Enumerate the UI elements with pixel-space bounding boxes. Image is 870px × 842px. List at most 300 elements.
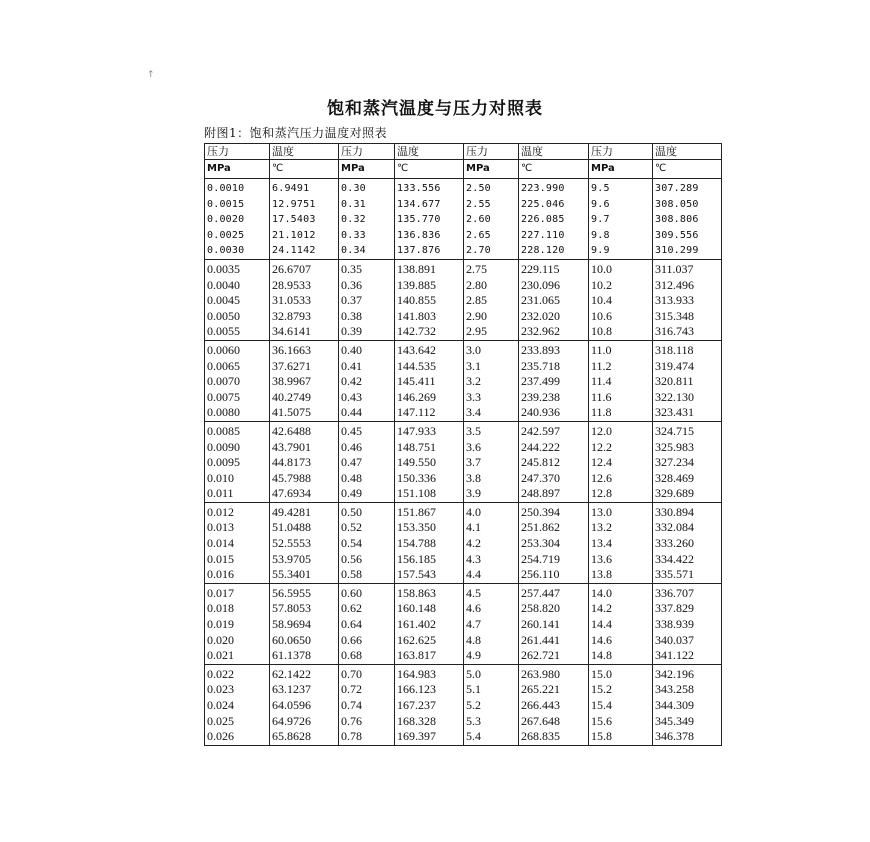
- pressure-cell: 12.2: [589, 440, 653, 456]
- table-row: [205, 648, 722, 664]
- table-row: [205, 390, 722, 406]
- pressure-cell: 0.023: [205, 682, 270, 698]
- temperature-cell: 47.6934: [270, 486, 339, 502]
- temperature-cell: 56.5955: [270, 583, 339, 601]
- pressure-cell: 13.8: [589, 567, 653, 583]
- table-row: [205, 405, 722, 421]
- pressure-cell: 0.35: [339, 259, 395, 277]
- temperature-cell: 53.9705: [270, 552, 339, 568]
- pressure-cell: 0.52: [339, 520, 395, 536]
- pressure-cell: 0.0015: [205, 197, 270, 213]
- temperature-cell: 149.550: [395, 455, 464, 471]
- pressure-cell: 15.2: [589, 682, 653, 698]
- pressure-cell: 14.0: [589, 583, 653, 601]
- temperature-cell: 229.115: [519, 259, 589, 277]
- pressure-cell: 4.4: [464, 567, 519, 583]
- table-caption: 附图1：饱和蒸汽压力温度对照表: [204, 126, 388, 140]
- pressure-cell: 12.4: [589, 455, 653, 471]
- pressure-cell: 0.016: [205, 567, 270, 583]
- pressure-cell: 15.0: [589, 664, 653, 682]
- pressure-cell: 3.0: [464, 340, 519, 358]
- temperature-cell: 324.715: [653, 421, 722, 439]
- temperature-cell: 311.037: [653, 259, 722, 277]
- temperature-cell: 242.597: [519, 421, 589, 439]
- temperature-cell: 261.441: [519, 633, 589, 649]
- temperature-cell: 17.5403: [270, 212, 339, 228]
- header-pressure: 压力: [205, 144, 270, 160]
- table-row: [205, 552, 722, 568]
- pressure-cell: 15.8: [589, 729, 653, 745]
- pressure-cell: 4.6: [464, 601, 519, 617]
- pressure-cell: 0.45: [339, 421, 395, 439]
- pressure-cell: 0.37: [339, 293, 395, 309]
- pressure-cell: 13.0: [589, 502, 653, 520]
- temperature-cell: 150.336: [395, 471, 464, 487]
- pressure-cell: 15.6: [589, 714, 653, 730]
- temperature-cell: 136.836: [395, 228, 464, 244]
- row-group: [205, 583, 722, 664]
- pressure-cell: 3.2: [464, 374, 519, 390]
- temperature-cell: 235.718: [519, 359, 589, 375]
- temperature-cell: 256.110: [519, 567, 589, 583]
- pressure-cell: 0.38: [339, 309, 395, 325]
- temperature-cell: 12.9751: [270, 197, 339, 213]
- temperature-cell: 26.6707: [270, 259, 339, 277]
- pressure-cell: 0.76: [339, 714, 395, 730]
- temperature-cell: 167.237: [395, 698, 464, 714]
- temperature-cell: 227.110: [519, 228, 589, 244]
- table-row: [205, 502, 722, 520]
- pressure-cell: 0.54: [339, 536, 395, 552]
- temperature-cell: 309.556: [653, 228, 722, 244]
- header-temperature: 温度: [270, 144, 339, 160]
- header-label-row: [205, 144, 722, 160]
- table-row: [205, 212, 722, 228]
- temperature-cell: 65.8628: [270, 729, 339, 745]
- row-group: [205, 664, 722, 745]
- temperature-cell: 146.269: [395, 390, 464, 406]
- temperature-cell: 254.719: [519, 552, 589, 568]
- temperature-cell: 143.642: [395, 340, 464, 358]
- pressure-cell: 15.4: [589, 698, 653, 714]
- pressure-cell: 0.68: [339, 648, 395, 664]
- pressure-cell: 0.025: [205, 714, 270, 730]
- temperature-cell: 337.829: [653, 601, 722, 617]
- temperature-cell: 41.5075: [270, 405, 339, 421]
- temperature-cell: 162.625: [395, 633, 464, 649]
- temperature-cell: 226.085: [519, 212, 589, 228]
- pressure-cell: 0.014: [205, 536, 270, 552]
- pressure-cell: 0.013: [205, 520, 270, 536]
- row-group: [205, 340, 722, 421]
- temperature-cell: 161.402: [395, 617, 464, 633]
- pressure-cell: 0.58: [339, 567, 395, 583]
- pressure-cell: 3.1: [464, 359, 519, 375]
- pressure-cell: 0.43: [339, 390, 395, 406]
- pressure-cell: 14.4: [589, 617, 653, 633]
- pressure-cell: 10.8: [589, 324, 653, 340]
- pressure-cell: 0.0080: [205, 405, 270, 421]
- pressure-cell: 0.0010: [205, 179, 270, 197]
- pressure-cell: 0.017: [205, 583, 270, 601]
- pressure-cell: 14.6: [589, 633, 653, 649]
- temperature-cell: 49.4281: [270, 502, 339, 520]
- pressure-cell: 9.7: [589, 212, 653, 228]
- pressure-cell: 0.49: [339, 486, 395, 502]
- temperature-cell: 45.7988: [270, 471, 339, 487]
- pressure-cell: 4.9: [464, 648, 519, 664]
- pressure-cell: 0.0060: [205, 340, 270, 358]
- temperature-cell: 141.803: [395, 309, 464, 325]
- temperature-cell: 240.936: [519, 405, 589, 421]
- unit-celsius: ℃: [519, 160, 589, 179]
- temperature-cell: 223.990: [519, 179, 589, 197]
- temperature-cell: 263.980: [519, 664, 589, 682]
- pressure-cell: 5.4: [464, 729, 519, 745]
- temperature-cell: 38.9967: [270, 374, 339, 390]
- pressure-cell: 0.0090: [205, 440, 270, 456]
- temperature-cell: 51.0488: [270, 520, 339, 536]
- pressure-cell: 3.6: [464, 440, 519, 456]
- pressure-cell: 0.0020: [205, 212, 270, 228]
- pressure-cell: 3.7: [464, 455, 519, 471]
- pressure-cell: 0.022: [205, 664, 270, 682]
- pressure-cell: 0.0025: [205, 228, 270, 244]
- header-pressure: 压力: [589, 144, 653, 160]
- temperature-cell: 135.770: [395, 212, 464, 228]
- pressure-cell: 0.0030: [205, 243, 270, 259]
- temperature-cell: 163.817: [395, 648, 464, 664]
- pressure-cell: 0.020: [205, 633, 270, 649]
- pressure-cell: 5.0: [464, 664, 519, 682]
- table-row: [205, 259, 722, 277]
- pressure-cell: 2.75: [464, 259, 519, 277]
- pressure-cell: 10.2: [589, 278, 653, 294]
- temperature-cell: 266.443: [519, 698, 589, 714]
- temperature-cell: 267.648: [519, 714, 589, 730]
- pressure-cell: 0.0085: [205, 421, 270, 439]
- table-row: [205, 309, 722, 325]
- table-row: [205, 729, 722, 745]
- pressure-cell: 9.6: [589, 197, 653, 213]
- temperature-cell: 169.397: [395, 729, 464, 745]
- temperature-cell: 164.983: [395, 664, 464, 682]
- header-temperature: 温度: [653, 144, 722, 160]
- temperature-cell: 142.732: [395, 324, 464, 340]
- table-row: [205, 617, 722, 633]
- pressure-cell: 9.5: [589, 179, 653, 197]
- pressure-cell: 13.6: [589, 552, 653, 568]
- temperature-cell: 335.571: [653, 567, 722, 583]
- table-row: [205, 698, 722, 714]
- pressure-cell: 3.3: [464, 390, 519, 406]
- temperature-cell: 151.108: [395, 486, 464, 502]
- temperature-cell: 257.447: [519, 583, 589, 601]
- unit-mpa: MPa: [339, 160, 395, 179]
- pressure-cell: 13.4: [589, 536, 653, 552]
- pressure-cell: 10.4: [589, 293, 653, 309]
- pressure-cell: 3.4: [464, 405, 519, 421]
- temperature-cell: 307.289: [653, 179, 722, 197]
- pressure-cell: 0.021: [205, 648, 270, 664]
- pressure-cell: 4.0: [464, 502, 519, 520]
- temperature-cell: 145.411: [395, 374, 464, 390]
- temperature-cell: 329.689: [653, 486, 722, 502]
- temperature-cell: 55.3401: [270, 567, 339, 583]
- temperature-cell: 154.788: [395, 536, 464, 552]
- temperature-cell: 133.556: [395, 179, 464, 197]
- unit-celsius: ℃: [653, 160, 722, 179]
- temperature-cell: 137.876: [395, 243, 464, 259]
- pressure-cell: 0.31: [339, 197, 395, 213]
- temperature-cell: 338.939: [653, 617, 722, 633]
- pressure-cell: 0.46: [339, 440, 395, 456]
- temperature-cell: 332.084: [653, 520, 722, 536]
- pressure-cell: 10.0: [589, 259, 653, 277]
- pressure-cell: 2.55: [464, 197, 519, 213]
- temperature-cell: 345.349: [653, 714, 722, 730]
- pressure-cell: 0.010: [205, 471, 270, 487]
- temperature-cell: 253.304: [519, 536, 589, 552]
- temperature-cell: 144.535: [395, 359, 464, 375]
- header-pressure: 压力: [464, 144, 519, 160]
- temperature-cell: 245.812: [519, 455, 589, 471]
- pressure-cell: 2.80: [464, 278, 519, 294]
- temperature-cell: 341.122: [653, 648, 722, 664]
- temperature-cell: 232.020: [519, 309, 589, 325]
- temperature-cell: 258.820: [519, 601, 589, 617]
- temperature-cell: 334.422: [653, 552, 722, 568]
- temperature-cell: 260.141: [519, 617, 589, 633]
- pressure-cell: 0.39: [339, 324, 395, 340]
- temperature-cell: 52.5553: [270, 536, 339, 552]
- table-row: [205, 455, 722, 471]
- temperature-cell: 40.2749: [270, 390, 339, 406]
- temperature-cell: 58.9694: [270, 617, 339, 633]
- temperature-cell: 139.885: [395, 278, 464, 294]
- pressure-cell: 0.44: [339, 405, 395, 421]
- pressure-cell: 0.42: [339, 374, 395, 390]
- temperature-cell: 34.6141: [270, 324, 339, 340]
- pressure-cell: 4.8: [464, 633, 519, 649]
- table-row: [205, 583, 722, 601]
- temperature-cell: 64.9726: [270, 714, 339, 730]
- temperature-cell: 147.112: [395, 405, 464, 421]
- pressure-cell: 0.018: [205, 601, 270, 617]
- table-row: [205, 278, 722, 294]
- temperature-cell: 262.721: [519, 648, 589, 664]
- table-row: [205, 374, 722, 390]
- temperature-cell: 330.894: [653, 502, 722, 520]
- table-row: [205, 601, 722, 617]
- pressure-cell: 0.30: [339, 179, 395, 197]
- table-row: [205, 471, 722, 487]
- pressure-cell: 13.2: [589, 520, 653, 536]
- pressure-cell: 0.34: [339, 243, 395, 259]
- pressure-cell: 9.8: [589, 228, 653, 244]
- pressure-cell: 0.41: [339, 359, 395, 375]
- temperature-cell: 138.891: [395, 259, 464, 277]
- table-row: [205, 293, 722, 309]
- temperature-cell: 325.983: [653, 440, 722, 456]
- pressure-cell: 0.48: [339, 471, 395, 487]
- pressure-cell: 0.36: [339, 278, 395, 294]
- pressure-cell: 0.0075: [205, 390, 270, 406]
- temperature-cell: 244.222: [519, 440, 589, 456]
- pressure-cell: 11.8: [589, 405, 653, 421]
- pressure-cell: 12.0: [589, 421, 653, 439]
- temperature-cell: 336.707: [653, 583, 722, 601]
- pressure-cell: 11.4: [589, 374, 653, 390]
- table-row: [205, 682, 722, 698]
- temperature-cell: 57.8053: [270, 601, 339, 617]
- pressure-cell: 5.2: [464, 698, 519, 714]
- pressure-cell: 5.1: [464, 682, 519, 698]
- temperature-cell: 328.469: [653, 471, 722, 487]
- pressure-cell: 2.95: [464, 324, 519, 340]
- temperature-cell: 42.6488: [270, 421, 339, 439]
- pressure-cell: 0.64: [339, 617, 395, 633]
- temperature-cell: 319.474: [653, 359, 722, 375]
- temperature-cell: 308.806: [653, 212, 722, 228]
- temperature-cell: 346.378: [653, 729, 722, 745]
- steam-table: [204, 143, 722, 746]
- temperature-cell: 28.9533: [270, 278, 339, 294]
- pressure-cell: 0.62: [339, 601, 395, 617]
- temperature-cell: 248.897: [519, 486, 589, 502]
- row-group: [205, 259, 722, 340]
- pressure-cell: 0.024: [205, 698, 270, 714]
- paragraph-mark-icon: ↑: [147, 70, 155, 80]
- temperature-cell: 166.123: [395, 682, 464, 698]
- table-row: [205, 440, 722, 456]
- temperature-cell: 230.096: [519, 278, 589, 294]
- temperature-cell: 231.065: [519, 293, 589, 309]
- pressure-cell: 0.78: [339, 729, 395, 745]
- pressure-cell: 0.026: [205, 729, 270, 745]
- header-temperature: 温度: [519, 144, 589, 160]
- temperature-cell: 21.1012: [270, 228, 339, 244]
- temperature-cell: 153.350: [395, 520, 464, 536]
- temperature-cell: 250.394: [519, 502, 589, 520]
- table-row: [205, 228, 722, 244]
- header-unit-row: [205, 160, 722, 179]
- pressure-cell: 4.1: [464, 520, 519, 536]
- temperature-cell: 333.260: [653, 536, 722, 552]
- pressure-cell: 2.85: [464, 293, 519, 309]
- table-row: [205, 567, 722, 583]
- temperature-cell: 151.867: [395, 502, 464, 520]
- pressure-cell: 2.65: [464, 228, 519, 244]
- pressure-cell: 2.50: [464, 179, 519, 197]
- pressure-cell: 3.8: [464, 471, 519, 487]
- header-temperature: 温度: [395, 144, 464, 160]
- temperature-cell: 36.1663: [270, 340, 339, 358]
- temperature-cell: 313.933: [653, 293, 722, 309]
- temperature-cell: 268.835: [519, 729, 589, 745]
- temperature-cell: 340.037: [653, 633, 722, 649]
- pressure-cell: 0.0070: [205, 374, 270, 390]
- unit-celsius: ℃: [395, 160, 464, 179]
- pressure-cell: 4.7: [464, 617, 519, 633]
- temperature-cell: 327.234: [653, 455, 722, 471]
- temperature-cell: 315.348: [653, 309, 722, 325]
- pressure-cell: 0.40: [339, 340, 395, 358]
- temperature-cell: 251.862: [519, 520, 589, 536]
- pressure-cell: 0.74: [339, 698, 395, 714]
- temperature-cell: 265.221: [519, 682, 589, 698]
- temperature-cell: 156.185: [395, 552, 464, 568]
- temperature-cell: 316.743: [653, 324, 722, 340]
- unit-mpa: MPa: [589, 160, 653, 179]
- temperature-cell: 225.046: [519, 197, 589, 213]
- temperature-cell: 322.130: [653, 390, 722, 406]
- temperature-cell: 147.933: [395, 421, 464, 439]
- pressure-cell: 0.50: [339, 502, 395, 520]
- pressure-cell: 4.3: [464, 552, 519, 568]
- temperature-cell: 312.496: [653, 278, 722, 294]
- temperature-cell: 342.196: [653, 664, 722, 682]
- temperature-cell: 320.811: [653, 374, 722, 390]
- pressure-cell: 0.72: [339, 682, 395, 698]
- temperature-cell: 343.258: [653, 682, 722, 698]
- pressure-cell: 3.5: [464, 421, 519, 439]
- pressure-cell: 0.012: [205, 502, 270, 520]
- row-group: [205, 502, 722, 583]
- table-row: [205, 197, 722, 213]
- temperature-cell: 43.7901: [270, 440, 339, 456]
- table-row: [205, 633, 722, 649]
- temperature-cell: 160.148: [395, 601, 464, 617]
- temperature-cell: 233.893: [519, 340, 589, 358]
- temperature-cell: 63.1237: [270, 682, 339, 698]
- table-row: [205, 359, 722, 375]
- temperature-cell: 323.431: [653, 405, 722, 421]
- table-row: [205, 714, 722, 730]
- temperature-cell: 60.0650: [270, 633, 339, 649]
- temperature-cell: 318.118: [653, 340, 722, 358]
- pressure-cell: 0.47: [339, 455, 395, 471]
- pressure-cell: 5.3: [464, 714, 519, 730]
- pressure-cell: 0.60: [339, 583, 395, 601]
- pressure-cell: 0.0095: [205, 455, 270, 471]
- pressure-cell: 2.90: [464, 309, 519, 325]
- pressure-cell: 0.019: [205, 617, 270, 633]
- temperature-cell: 6.9491: [270, 179, 339, 197]
- temperature-cell: 64.0596: [270, 698, 339, 714]
- temperature-cell: 62.1422: [270, 664, 339, 682]
- pressure-cell: 0.015: [205, 552, 270, 568]
- table-row: [205, 421, 722, 439]
- pressure-cell: 12.8: [589, 486, 653, 502]
- pressure-cell: 0.0040: [205, 278, 270, 294]
- pressure-cell: 11.6: [589, 390, 653, 406]
- pressure-cell: 11.2: [589, 359, 653, 375]
- table-row: [205, 324, 722, 340]
- document-title: 饱和蒸汽温度与压力对照表: [327, 99, 543, 119]
- pressure-cell: 9.9: [589, 243, 653, 259]
- table-row: [205, 340, 722, 358]
- temperature-cell: 158.863: [395, 583, 464, 601]
- temperature-cell: 148.751: [395, 440, 464, 456]
- pressure-cell: 11.0: [589, 340, 653, 358]
- pressure-cell: 4.2: [464, 536, 519, 552]
- pressure-cell: 0.0035: [205, 259, 270, 277]
- unit-mpa: MPa: [205, 160, 270, 179]
- temperature-cell: 237.499: [519, 374, 589, 390]
- pressure-cell: 2.60: [464, 212, 519, 228]
- temperature-cell: 239.238: [519, 390, 589, 406]
